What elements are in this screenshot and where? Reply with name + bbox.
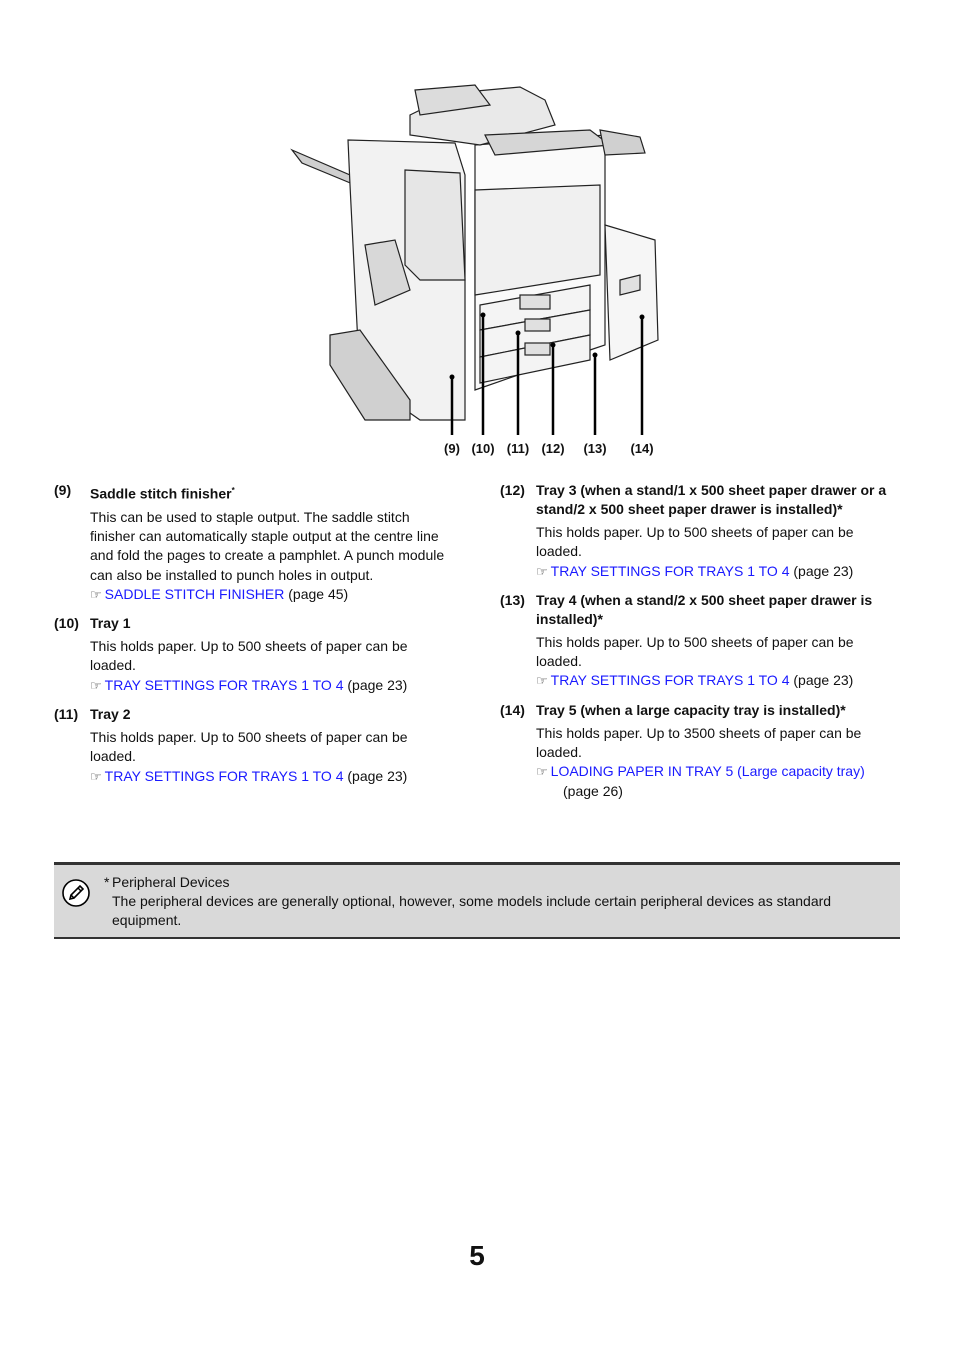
reference-link[interactable]: LOADING PAPER IN TRAY 5 (Large capacity tray) — [550, 763, 865, 780]
item-description: This holds paper. Up to 500 sheets of paper can be loaded. ☞ TRAY SETTINGS FOR TRAYS 1 TO 4 (page 23) — [90, 637, 464, 695]
item-12 — [500, 481, 905, 581]
reference-page: (page 45) — [284, 585, 349, 602]
item-description: This holds paper. Up to 3500 sheets of paper can be loaded. ☞ LOADING PAPER IN TRAY 5 (Large capacity tray) (page 26) — [536, 724, 905, 801]
reference-page: (page 23) — [343, 676, 408, 693]
copier-drawing — [280, 75, 680, 435]
item-11 — [54, 705, 464, 786]
item-title: Saddle stitch finisher* — [90, 485, 235, 502]
cross-reference — [536, 671, 905, 690]
reference-link[interactable]: TRAY SETTINGS FOR TRAYS 1 TO 4 — [550, 562, 790, 579]
pointing-hand-icon: ☞ — [536, 673, 548, 689]
note-box — [54, 862, 900, 939]
note-text — [104, 873, 884, 930]
item-13 — [500, 591, 905, 691]
reference-page: (page 23) — [343, 767, 408, 784]
item-description: This holds paper. Up to 500 sheets of paper can be loaded. ☞ TRAY SETTINGS FOR TRAYS 1 TO 4 (page 23) — [536, 633, 905, 691]
callout-12: (12) — [541, 441, 565, 456]
item-title: Tray 5 (when a large capacity tray is installed)* — [536, 701, 846, 718]
item-number: (14) — [500, 701, 525, 718]
reference-page: (page 23) — [789, 672, 854, 689]
pointing-hand-icon: ☞ — [536, 764, 548, 780]
callout-14: (14) — [630, 441, 654, 456]
page-number: 5 — [469, 1240, 485, 1271]
callout-9: (9) — [444, 441, 460, 456]
item-description: This holds paper. Up to 500 sheets of paper can be loaded. ☞ TRAY SETTINGS FOR TRAYS 1 TO 4 (page 23) — [90, 728, 464, 786]
callout-10: (10) — [471, 441, 495, 456]
note-body: The peripheral devices are generally optional, however, some models include certain peripheral devices as standard equipment. — [112, 893, 832, 928]
item-title: Tray 2 — [90, 706, 131, 723]
item-description: This holds paper. Up to 500 sheets of paper can be loaded. ☞ TRAY SETTINGS FOR TRAYS 1 TO 4 (page 23) — [536, 523, 905, 581]
item-title: Tray 4 (when a stand/2 x 500 sheet paper drawer is installed)* — [536, 591, 873, 627]
item-title: Tray 3 (when a stand/1 x 500 sheet paper drawer or a stand/2 x 500 sheet paper drawer is installed)* — [536, 482, 887, 517]
pointing-hand-icon: ☞ — [536, 563, 548, 579]
callout-13: (13) — [583, 441, 607, 456]
reference-link[interactable]: SADDLE STITCH FINISHER — [104, 585, 285, 602]
cross-reference — [90, 767, 464, 786]
left-column — [54, 481, 464, 796]
item-number: (10) — [54, 615, 79, 632]
cross-reference — [536, 762, 905, 801]
callout-11: (11) — [506, 441, 530, 456]
footnote-mark: * — [104, 874, 110, 890]
item-10 — [54, 614, 464, 695]
item-number: (12) — [500, 482, 525, 498]
right-column — [500, 481, 905, 811]
item-number: (11) — [54, 706, 79, 723]
pointing-hand-icon: ☞ — [90, 768, 102, 784]
item-9 — [54, 481, 464, 604]
item-title: Tray 1 — [90, 615, 131, 632]
item-number: (9) — [54, 482, 72, 498]
item-14 — [500, 701, 905, 801]
reference-link[interactable]: TRAY SETTINGS FOR TRAYS 1 TO 4 — [550, 672, 790, 689]
pencil-note-icon — [62, 879, 90, 907]
reference-page: (page 26) — [563, 782, 623, 799]
item-number: (13) — [500, 591, 525, 608]
reference-link[interactable]: TRAY SETTINGS FOR TRAYS 1 TO 4 — [104, 676, 344, 693]
machine-illustration — [280, 75, 680, 465]
item-description: This can be used to staple output. The saddle stitch finisher can automatically staple output at the centre line and fold the pages to create a pamphlet. A punch module can also be installed to punch holes in output. ☞ SADDLE STITCH FINISHER (page 45) — [90, 508, 464, 604]
cross-reference — [90, 585, 464, 604]
pointing-hand-icon: ☞ — [90, 586, 102, 602]
pointing-hand-icon: ☞ — [90, 677, 102, 693]
cross-reference — [536, 562, 905, 581]
footnote-mark: * — [231, 486, 235, 495]
note-heading: Peripheral Devices — [112, 874, 230, 890]
cross-reference — [90, 676, 464, 695]
reference-link[interactable]: TRAY SETTINGS FOR TRAYS 1 TO 4 — [104, 767, 344, 784]
reference-page: (page 23) — [789, 562, 854, 579]
